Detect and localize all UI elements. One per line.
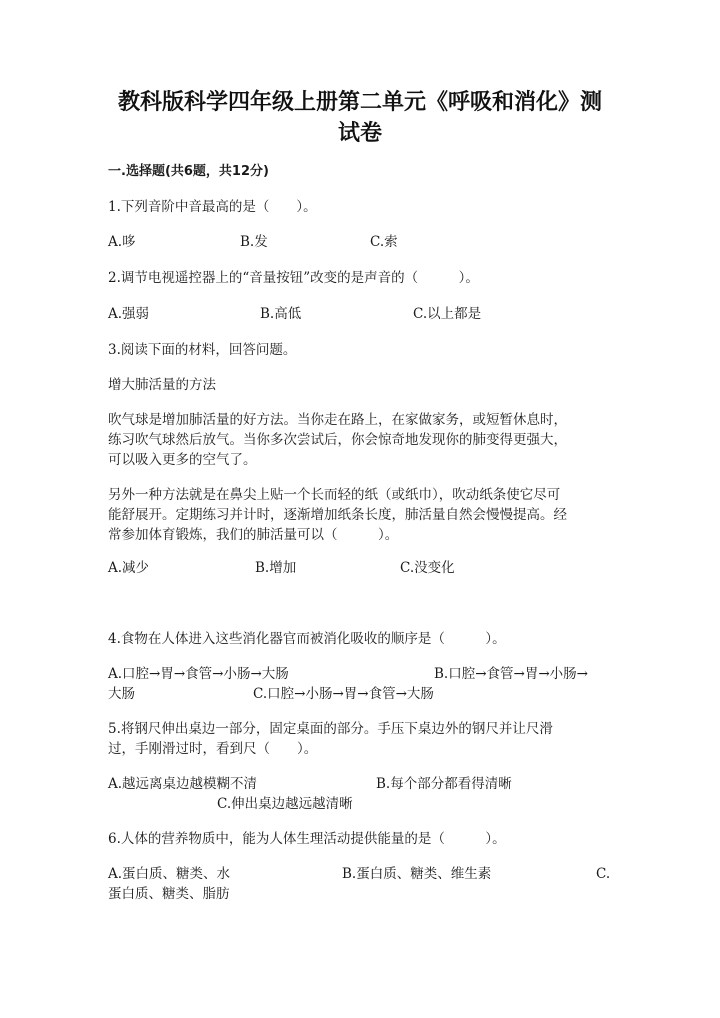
section-heading: 一.选择题(共6题，共12分) <box>108 164 269 179</box>
question-4-option-c: C.口腔→小肠→胃→食管→大肠 <box>253 686 434 702</box>
question-6-stem: 6.人体的营养物质中，能为人体生理活动提供能量的是（ ）。 <box>108 831 506 847</box>
passage-paragraph-2-line: 常参加体育锻炼，我们的肺活量可以（ ）。 <box>108 527 399 543</box>
question-3-option-a: A.减少 <box>108 560 150 576</box>
question-6-option-c: 蛋白质、糖类、脂肪 <box>108 886 230 902</box>
question-3-stem: 3.阅读下面的材料，回答问题。 <box>108 342 297 358</box>
question-2-option-b: B.高低 <box>260 306 302 322</box>
question-5-stem-line-2: 过，手刚滑过时，看到尺（ ）。 <box>108 741 318 757</box>
passage-title: 增大肺活量的方法 <box>108 377 216 393</box>
passage-paragraph-1-line: 吹气球是增加肺活量的好方法。当你走在路上，在家做家务，或短暂休息时， <box>108 412 567 428</box>
exam-title-line-1: 教科版科学四年级上册第二单元《呼吸和消化》测 <box>117 90 602 115</box>
question-5-stem-line-1: 5.将钢尺伸出桌边一部分，固定桌面的部分。手压下桌边外的钢尺并让尺滑 <box>108 721 553 737</box>
question-4-option-b-continued: 大肠 <box>108 686 135 702</box>
passage-paragraph-1-line: 练习吹气球然后放气。当你多次尝试后，你会惊奇地发现你的肺变得更强大， <box>108 432 567 448</box>
exam-title-line-2: 试卷 <box>337 121 382 146</box>
question-2-option-a: A.强弱 <box>108 306 150 322</box>
question-5-option-c: C.伸出桌边越远越清晰 <box>217 796 353 812</box>
question-2-stem: 2.调节电视遥控器上的“音量按钮”改变的是声音的（ ）。 <box>108 270 479 286</box>
question-6-option-c-label: C. <box>596 866 611 882</box>
question-1-stem: 1.下列音阶中音最高的是（ ）。 <box>108 199 317 215</box>
question-5-option-b: B.每个部分都看得清晰 <box>376 776 512 792</box>
passage-paragraph-2-line: 另外一种方法就是在鼻尖上贴一个长而轻的纸（或纸巾），吹动纸条使它尽可 <box>108 487 561 503</box>
question-4-option-a: A.口腔→胃→食管→小肠→大肠 <box>108 666 289 682</box>
question-4-option-b: B.口腔→食管→胃→小肠→ <box>434 666 588 682</box>
question-3-option-b: B.增加 <box>255 560 297 576</box>
passage-paragraph-1-line: 可以吸入更多的空气了。 <box>108 452 257 468</box>
question-1-option-b: B.发 <box>240 234 268 250</box>
question-5-option-a: A.越远离桌边越模糊不清 <box>108 776 258 792</box>
question-2-option-c: C.以上都是 <box>413 306 482 322</box>
passage-paragraph-2-line: 能舒展开。定期练习并计时，逐渐增加纸条长度，肺活量自然会慢慢提高。经 <box>108 507 567 523</box>
question-4-stem: 4.食物在人体进入这些消化器官而被消化吸收的顺序是（ ）。 <box>108 631 506 647</box>
question-1-option-a: A.哆 <box>108 234 136 250</box>
question-3-option-c: C.没变化 <box>400 560 455 576</box>
question-6-option-b: B.蛋白质、糖类、维生素 <box>342 866 492 882</box>
question-6-option-a: A.蛋白质、糖类、水 <box>108 866 231 882</box>
question-1-option-c: C.索 <box>370 234 398 250</box>
